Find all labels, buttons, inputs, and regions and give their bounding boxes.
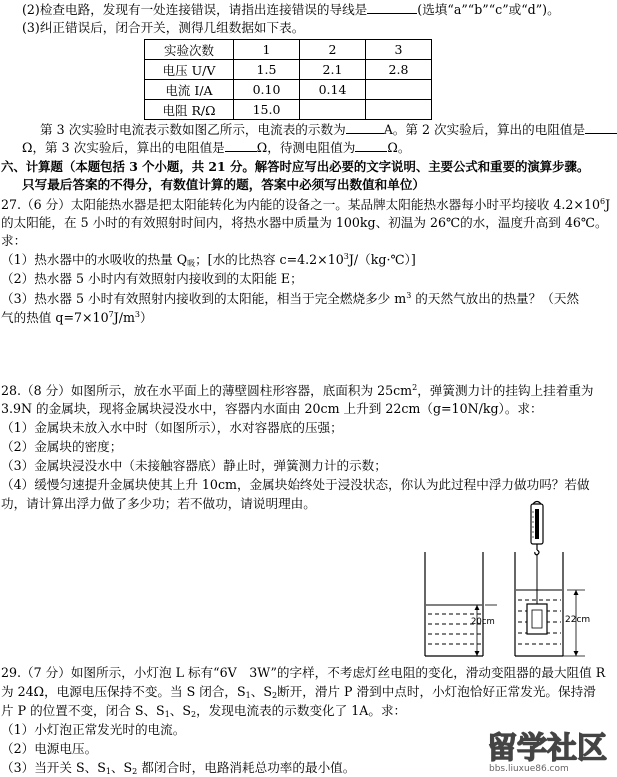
- watermark-logo: [485, 722, 607, 774]
- line-text: ，发现电流表的示数变化了 1A。求：: [196, 703, 407, 718]
- q27-part-3-cont: [1, 310, 153, 326]
- subscript: 1: [245, 691, 251, 700]
- section-six-note: 只写最后答案的不得分，有数值计算的题，答案中必须写出数值和单位）: [22, 177, 425, 192]
- table-cell: 3: [366, 40, 432, 60]
- line-text: 片 P 的位置不变，闭合 S、S: [1, 703, 165, 718]
- table-cell: [366, 80, 432, 100]
- right-container: [515, 552, 585, 656]
- table-row: [145, 100, 432, 120]
- q27-part-2: （2）热水器 5 小时内有效照射内接收到的太阳能 E；: [1, 271, 303, 286]
- line-text: J/（kg·℃）]: [348, 252, 416, 267]
- exponent: 3: [406, 291, 412, 300]
- subscript: 1: [105, 767, 111, 776]
- line-text: ，弹簧测力计的挂钩上挂着重为: [417, 383, 594, 398]
- table-cell: 1: [234, 40, 300, 60]
- line-text: ）: [140, 310, 153, 325]
- q28-line-2: 3.9N 的金属块，现将金属块浸没水中，容器内水面由 20cm 上升到 22cm（g=10N/kg）。求：: [1, 401, 543, 416]
- line-text: 、S: [169, 703, 192, 718]
- answer-blank-rx[interactable]: [355, 140, 387, 152]
- q29-line-2: [1, 684, 596, 700]
- q29-line-3: [1, 703, 406, 719]
- beaker-figure: [395, 500, 595, 660]
- q28-part-1: （1）金属块未放入水中时（如图所示），水对容器底的压强；: [1, 420, 343, 435]
- q28-part-2: （2）金属块的密度；: [1, 439, 123, 454]
- left-container: [425, 552, 497, 656]
- subscript: 2: [271, 691, 278, 700]
- q27-line-2: 的太阳能，在 5 小时的有效照射时间内，将热水器中质量为 100kg、初温为 26℃的水，温度升高到 46℃。: [1, 215, 608, 230]
- label-20cm: 20cm: [471, 617, 495, 627]
- table-cell: 电流 I/A: [145, 80, 234, 100]
- q26-result-line-1: [40, 122, 617, 138]
- q26-step2-text: (2)检查电路，发现有一处连接错误，请指出连接错误的导线是: [22, 2, 368, 17]
- exponent: 2: [412, 383, 418, 392]
- table-cell: 电阻 R/Ω: [145, 100, 234, 120]
- q26-step3-line: (3)纠正错误后，闭合开关，测得几组数据如下表。: [22, 20, 305, 35]
- table-cell: 0.10: [234, 80, 300, 100]
- table-cell: 2.8: [366, 60, 432, 80]
- table-row: [145, 80, 432, 100]
- subscript: 2: [191, 710, 197, 719]
- table-row: [145, 40, 432, 60]
- q28-part-4: （4）缓慢匀速提升金属块使其上升 10cm，金属块始终处于浸没状态，你认为此过程中浮力做功吗？若做: [1, 477, 590, 492]
- table-cell: 实验次数: [145, 40, 234, 60]
- line-text: J/m: [113, 310, 135, 325]
- q26-result-line-2: [22, 140, 410, 156]
- watermark-url: bbs.liuxue86.com: [489, 764, 569, 774]
- q29-part-1: （1）小灯泡正常发光时的电流。: [1, 722, 186, 737]
- line-text: 、S: [110, 760, 133, 775]
- metal-block: [527, 604, 547, 634]
- line-text: （3）热水器 5 小时有效照射内接收到的太阳能，相当于完全燃烧多少 m: [1, 291, 407, 306]
- table-row: [145, 60, 432, 80]
- line-text: 断开，滑片 P 滑到中点时，小灯泡恰好正常发光。保持滑: [277, 684, 596, 699]
- line-text: 为 24Ω，电源电压保持不变。当 S 闭合，S: [1, 684, 246, 699]
- exponent: 3: [134, 310, 141, 319]
- answer-blank-wire[interactable]: [367, 2, 417, 14]
- line-text: （3）当开关 S、S: [1, 760, 106, 775]
- line-text: Ω，第 3 次实验后，算出的电阻值是: [22, 140, 225, 155]
- table-cell: 电压 U/V: [145, 60, 234, 80]
- label-22cm: 22cm: [565, 615, 591, 625]
- watermark-text: 留学社区: [487, 731, 607, 766]
- line-text: J: [605, 197, 611, 212]
- table-cell: 0.14: [300, 80, 366, 100]
- table-cell: [300, 100, 366, 120]
- q27-part-3: [1, 291, 579, 307]
- line-text: （1）热水器中的水吸收的热量 Q: [1, 252, 188, 267]
- answer-blank-r3[interactable]: [225, 140, 257, 152]
- exponent: 3: [343, 252, 349, 261]
- line-text: 28.（8 分）如图所示，放在水平面上的薄壁圆柱形容器，底面积为 25cm: [1, 383, 413, 398]
- spring-scale: [531, 502, 543, 556]
- line-text: Ω。: [387, 140, 411, 155]
- q29-part-2: （2）电源电压。: [1, 741, 98, 756]
- answer-blank-r2[interactable]: [585, 122, 617, 134]
- exponent: 6: [600, 197, 606, 206]
- subscript: 吸: [187, 259, 196, 268]
- table-cell: [366, 100, 432, 120]
- line-text: 第 3 次实验时电流表示数如图乙所示，电流表的示数为: [40, 122, 346, 137]
- table-cell: 2: [300, 40, 366, 60]
- line-text: 、S: [250, 684, 272, 699]
- answer-blank-current[interactable]: [346, 122, 384, 134]
- q29-part-3: [1, 760, 355, 776]
- q27-line-3: 求：: [1, 233, 27, 248]
- line-text: A。第 2 次实验后，算出的电阻值是: [383, 122, 586, 137]
- subscript: 1: [164, 710, 170, 719]
- table-cell: 1.5: [234, 60, 300, 80]
- subscript: 2: [132, 767, 138, 776]
- section-six-heading: 六、计算题（本题包括 3 个小题，共 21 分。解答时应写出必要的文字说明、主要公式和重要的演算步骤。: [1, 159, 590, 174]
- q28-part-4-cont: 功，请计算出浮力做了多少功；若不做功，请说明理由。: [1, 496, 316, 511]
- line-text: 气的热值 q=7×10: [1, 310, 109, 325]
- q27-line-1: [1, 197, 610, 213]
- experiment-table: [144, 39, 432, 120]
- q27-part-1: [1, 252, 416, 268]
- exponent: 7: [108, 310, 114, 319]
- table-cell: 2.1: [300, 60, 366, 80]
- table-cell: 15.0: [234, 100, 300, 120]
- line-text: 27.（6 分）太阳能热水器是把太阳能转化为内能的设备之一。某品牌太阳能热水器每小时平均接收 4.2×10: [1, 197, 600, 212]
- q28-part-3: （3）金属块浸没水中（未接触容器底）静止时，弹簧测力计的示数；: [1, 458, 387, 473]
- q26-step2-hint: (选填“a”“b”“c”或“d”)。: [417, 2, 560, 17]
- q26-step2-line: [22, 2, 560, 18]
- line-text: 都闭合时，电路消耗总功率的最小值。: [137, 760, 356, 775]
- q29-line-1: 29.（7 分）如图所示，小灯泡 L 标有“6V 3W”的字样，不考虑灯丝电阻的变化，滑动变阻器的最大阻值 R: [1, 665, 606, 680]
- q28-line-1: [1, 383, 594, 399]
- line-text: Ω，待测电阻值为: [256, 140, 356, 155]
- line-text: 的天然气放出的热量？（天然: [411, 291, 580, 306]
- line-text: ；[水的比热容 c=4.2×10: [195, 252, 344, 267]
